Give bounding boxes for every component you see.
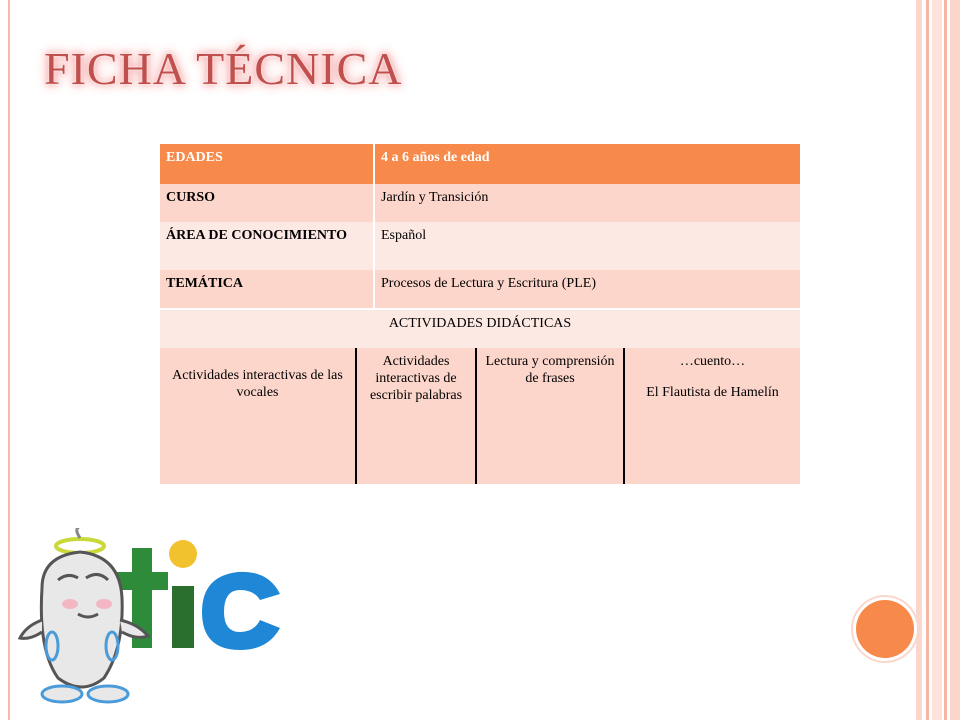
activity-line: …cuento… (679, 354, 746, 369)
table-row (160, 348, 800, 484)
activity-cell: Actividades interactivas de escribir palabras (356, 348, 476, 484)
activities-header: ACTIVIDADES DIDÁCTICAS (160, 310, 800, 348)
mouse-mascot-icon (20, 528, 148, 702)
row-label-tematica: TEMÁTICA (160, 270, 374, 308)
technical-sheet-table (160, 144, 800, 308)
row-value-area: Español (374, 222, 800, 270)
activity-cell (624, 348, 800, 484)
row-label-curso: CURSO (160, 184, 374, 222)
row-label-edades: EDADES (160, 144, 374, 184)
row-value-curso: Jardín y Transición (374, 184, 800, 222)
activity-cell: Actividades interactivas de las vocales (160, 348, 356, 484)
activities-table (160, 310, 800, 484)
row-value-tematica: Procesos de Lectura y Escritura (PLE) (374, 270, 800, 308)
table-row (160, 144, 800, 184)
table-row (160, 310, 800, 348)
activity-line: El Flautista de Hamelín (646, 384, 779, 400)
tic-logo-with-mouse-mascot (12, 528, 302, 720)
row-label-area: ÁREA DE CONOCIMIENTO (160, 222, 374, 270)
right-decorative-band (916, 0, 960, 720)
page-title: FICHA TÉCNICA (44, 43, 403, 94)
table-row (160, 184, 800, 222)
row-value-edades: 4 a 6 años de edad (374, 144, 800, 184)
activity-cell: Lectura y comprensión de frases (476, 348, 624, 484)
orange-circle-decoration (856, 600, 914, 658)
table-row (160, 270, 800, 308)
table-row (160, 222, 800, 270)
left-border-line (8, 0, 10, 720)
